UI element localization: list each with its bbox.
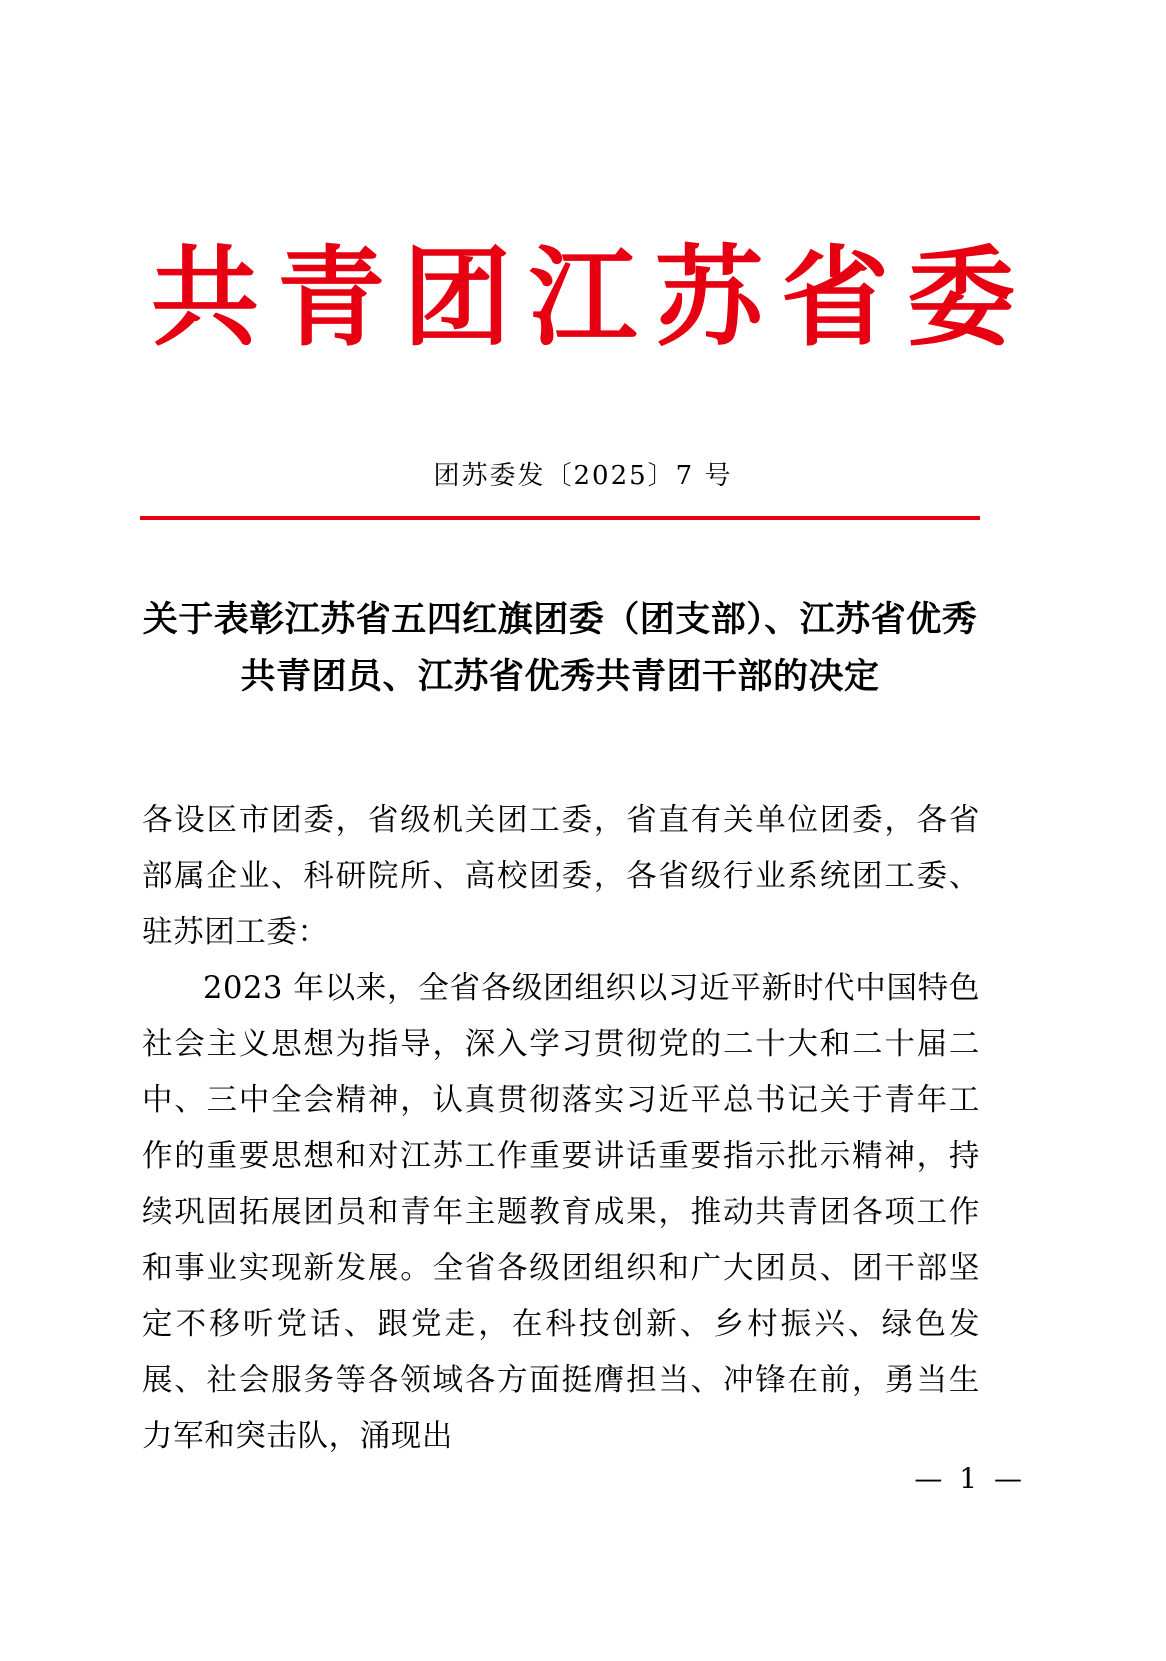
document-number: 团苏委发〔2025〕7 号 [433, 461, 733, 491]
masthead [0, 235, 1166, 362]
issuing-organization-title: 共青团江苏省委 [150, 235, 1033, 361]
body-paragraph-1: 2023 年以来，全省各级团组织以习近平新时代中国特色社会主义思想为指导，深入学习贯彻党的二十大和二十届二中、三中全会精神，认真贯彻落实习近平总书记关于青年工作的重要思想和对江苏工作重要讲话重要指示批示精神，持续巩固拓展团员和青年主题教育成果，推动共青团各项工作和事业实现新发展。全省各级团组织和广大团员、团干部坚定不移听党话、跟党走，在科技创新、乡村振兴、绿色发展、社会服务等各领域各方面挺膺担当、冲锋在前，勇当生力军和突击队，涌现出 [142, 971, 980, 1454]
document-body [142, 793, 980, 1465]
page-number: — 1 — [914, 1462, 1026, 1495]
salutation-paragraph: 各设区市团委，省级机关团工委，省直有关单位团委，各省部属企业、科研院所、高校团委，各省级行业系统团工委、驻苏团工委： [142, 803, 980, 950]
document-title: 关于表彰江苏省五四红旗团委（团支部）、江苏省优秀共青团员、江苏省优秀共青团干部的决定 [142, 599, 978, 697]
red-separator-rule [140, 516, 980, 520]
